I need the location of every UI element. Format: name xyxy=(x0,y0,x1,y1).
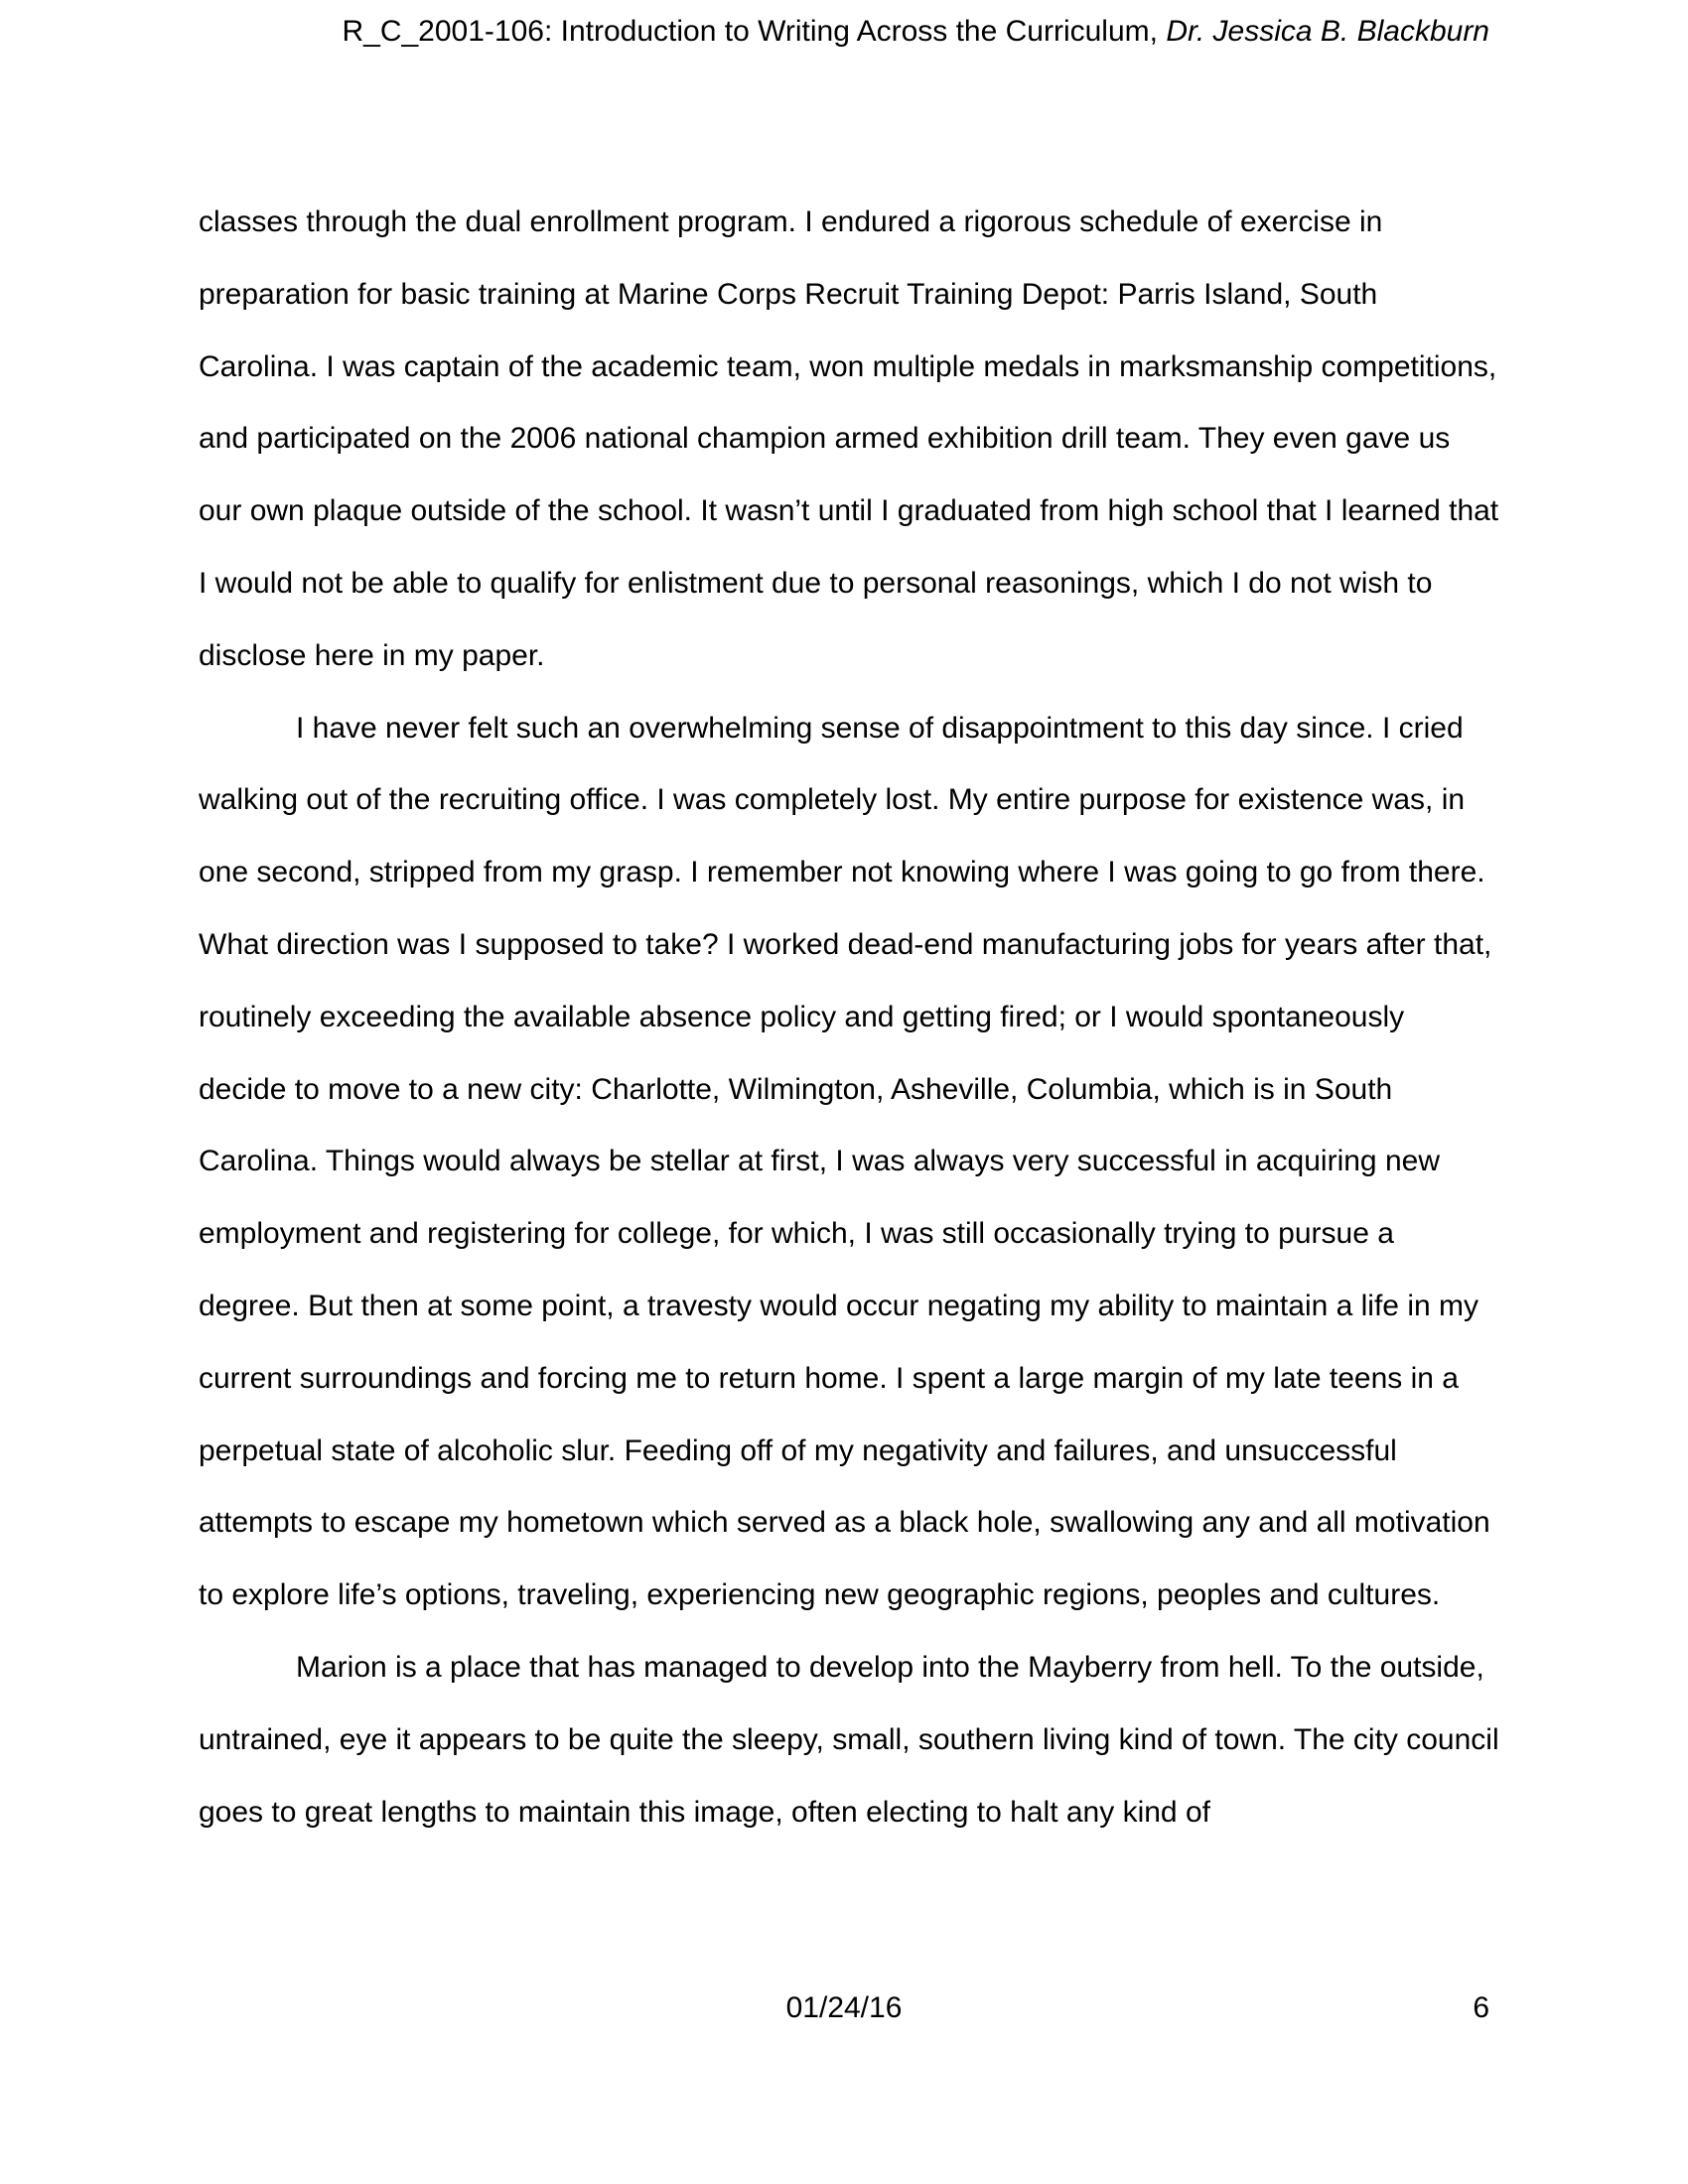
paragraph-continued: classes through the dual enrollment program. I endured a rigorous schedule of exercise in preparation for basic training at Marine Corps Recruit Training Depot: Parris Island, South Carolina. I was captain of the academic team, won multiple medals in marksmanship competitions, and participated on the 2006 national champion armed exhibition drill team. They even gave us our own plaque outside of the school. It wasn’t until I graduated from high school that I learned that I would not be able to qualify for enlistment due to personal reasonings, which I do not wish to disclose here in my paper. xyxy=(199,205,1499,672)
footer-date: 01/24/16 xyxy=(785,1991,903,2024)
header-instructor-name: Dr. Jessica B. Blackburn xyxy=(1166,15,1489,48)
essay-body xyxy=(199,187,1499,1848)
page-number: 6 xyxy=(1473,1991,1489,2024)
paragraph-marion: Marion is a place that has managed to develop into the Mayberry from hell. To the outside, untrained, eye it appears to be quite the sleepy, small, southern living kind of town. The city council goes to great lengths to maintain this image, often electing to halt any kind of xyxy=(199,1650,1499,1829)
header-course-title: R_C_2001-106: Introduction to Writing Across the Curriculum, xyxy=(342,15,1158,48)
paragraph-disappointment: I have never felt such an overwhelming sense of disappointment to this day since. I cried walking out of the recruiting office. I was completely lost. My entire purpose for existence was, in one second, stripped from my grasp. I remember not knowing where I was going to go from there. What direction was I supposed to take? I worked dead-end manufacturing jobs for years after that, routinely exceeding the available absence policy and getting fired; or I would spontaneously decide to move to a new city: Charlotte, Wilmington, Asheville, Columbia, which is in South Carolina. Things would always be stellar at first, I was always very successful in acquiring new employment and registering for college, for which, I was still occasionally trying to pursue a degree. But then at some point, a travesty would occur negating my ability to maintain a life in my current surroundings and forcing me to return home. I spent a large margin of my late teens in a perpetual state of alcoholic slur. Feeding off of my negativity and failures, and unsuccessful attempts to escape my hometown which served as a black hole, swallowing any and all motivation to explore life’s options, traveling, experiencing new geographic regions, peoples and cultures. xyxy=(199,711,1492,1612)
page-header xyxy=(342,12,1489,52)
